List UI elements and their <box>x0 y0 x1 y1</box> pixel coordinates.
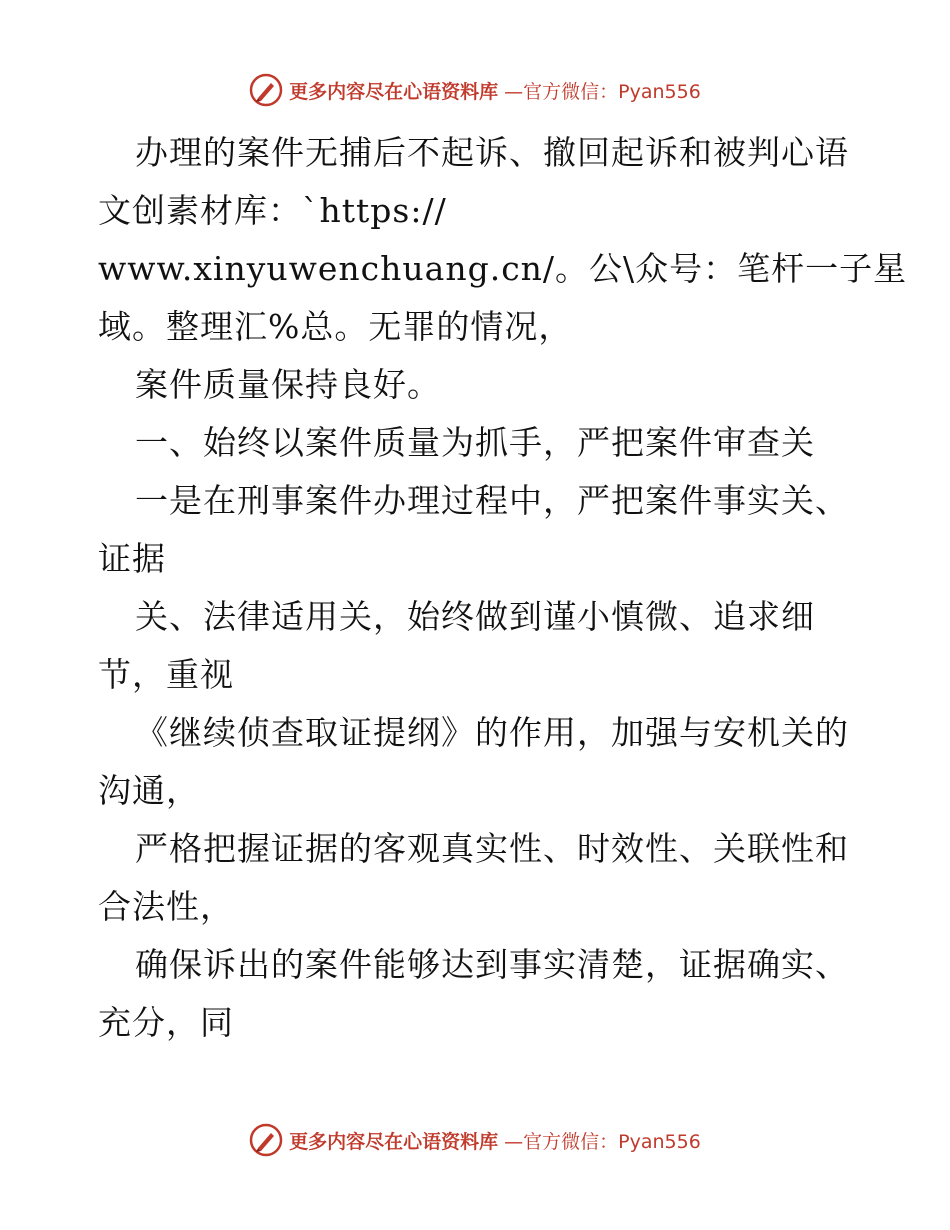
document-body <box>98 124 908 1052</box>
section-heading: 一、始终以案件质量为抓手，严把案件审查关 <box>135 423 815 462</box>
pen-logo-icon <box>249 73 283 107</box>
body-line: 证据 <box>98 539 166 578</box>
watermark-contact-text: —官方微信：Pyan556 <box>504 80 701 103</box>
body-line: 文创素材库：`https:// <box>98 191 447 230</box>
body-line: 充分，同 <box>98 1003 234 1042</box>
body-line: 确保诉出的案件能够达到事实清楚，证据确实、 <box>135 945 849 984</box>
body-line: 一是在刑事案件办理过程中，严把案件事实关、 <box>135 481 849 520</box>
body-line: 域。整理汇%总。无罪的情况， <box>98 307 573 346</box>
footer-watermark <box>0 1122 950 1158</box>
watermark-main-text: 更多内容尽在心语资料库 <box>289 80 499 103</box>
watermark-contact-text: —官方微信：Pyan556 <box>504 1130 701 1153</box>
watermark-main-text: 更多内容尽在心语资料库 <box>289 1130 499 1153</box>
body-line: 案件质量保持良好。 <box>135 365 441 404</box>
body-line: 办理的案件无捕后不起诉、撤回起诉和被判心语 <box>135 133 849 172</box>
body-line: 合法性， <box>98 887 234 926</box>
body-line: 节，重视 <box>98 655 234 694</box>
body-line: www.xinyuwenchuang.cn/。公\众号：笔杆一子星 <box>98 249 908 288</box>
body-line: 严格把握证据的客观真实性、时效性、关联性和 <box>135 829 849 868</box>
header-watermark <box>0 72 950 108</box>
body-line: 沟通， <box>98 771 200 810</box>
pen-logo-icon <box>249 1123 283 1157</box>
body-line: 关、法律适用关，始终做到谨小慎微、追求细 <box>135 597 815 636</box>
body-line: 《继续侦查取证提纲》的作用，加强与安机关的 <box>135 713 849 752</box>
